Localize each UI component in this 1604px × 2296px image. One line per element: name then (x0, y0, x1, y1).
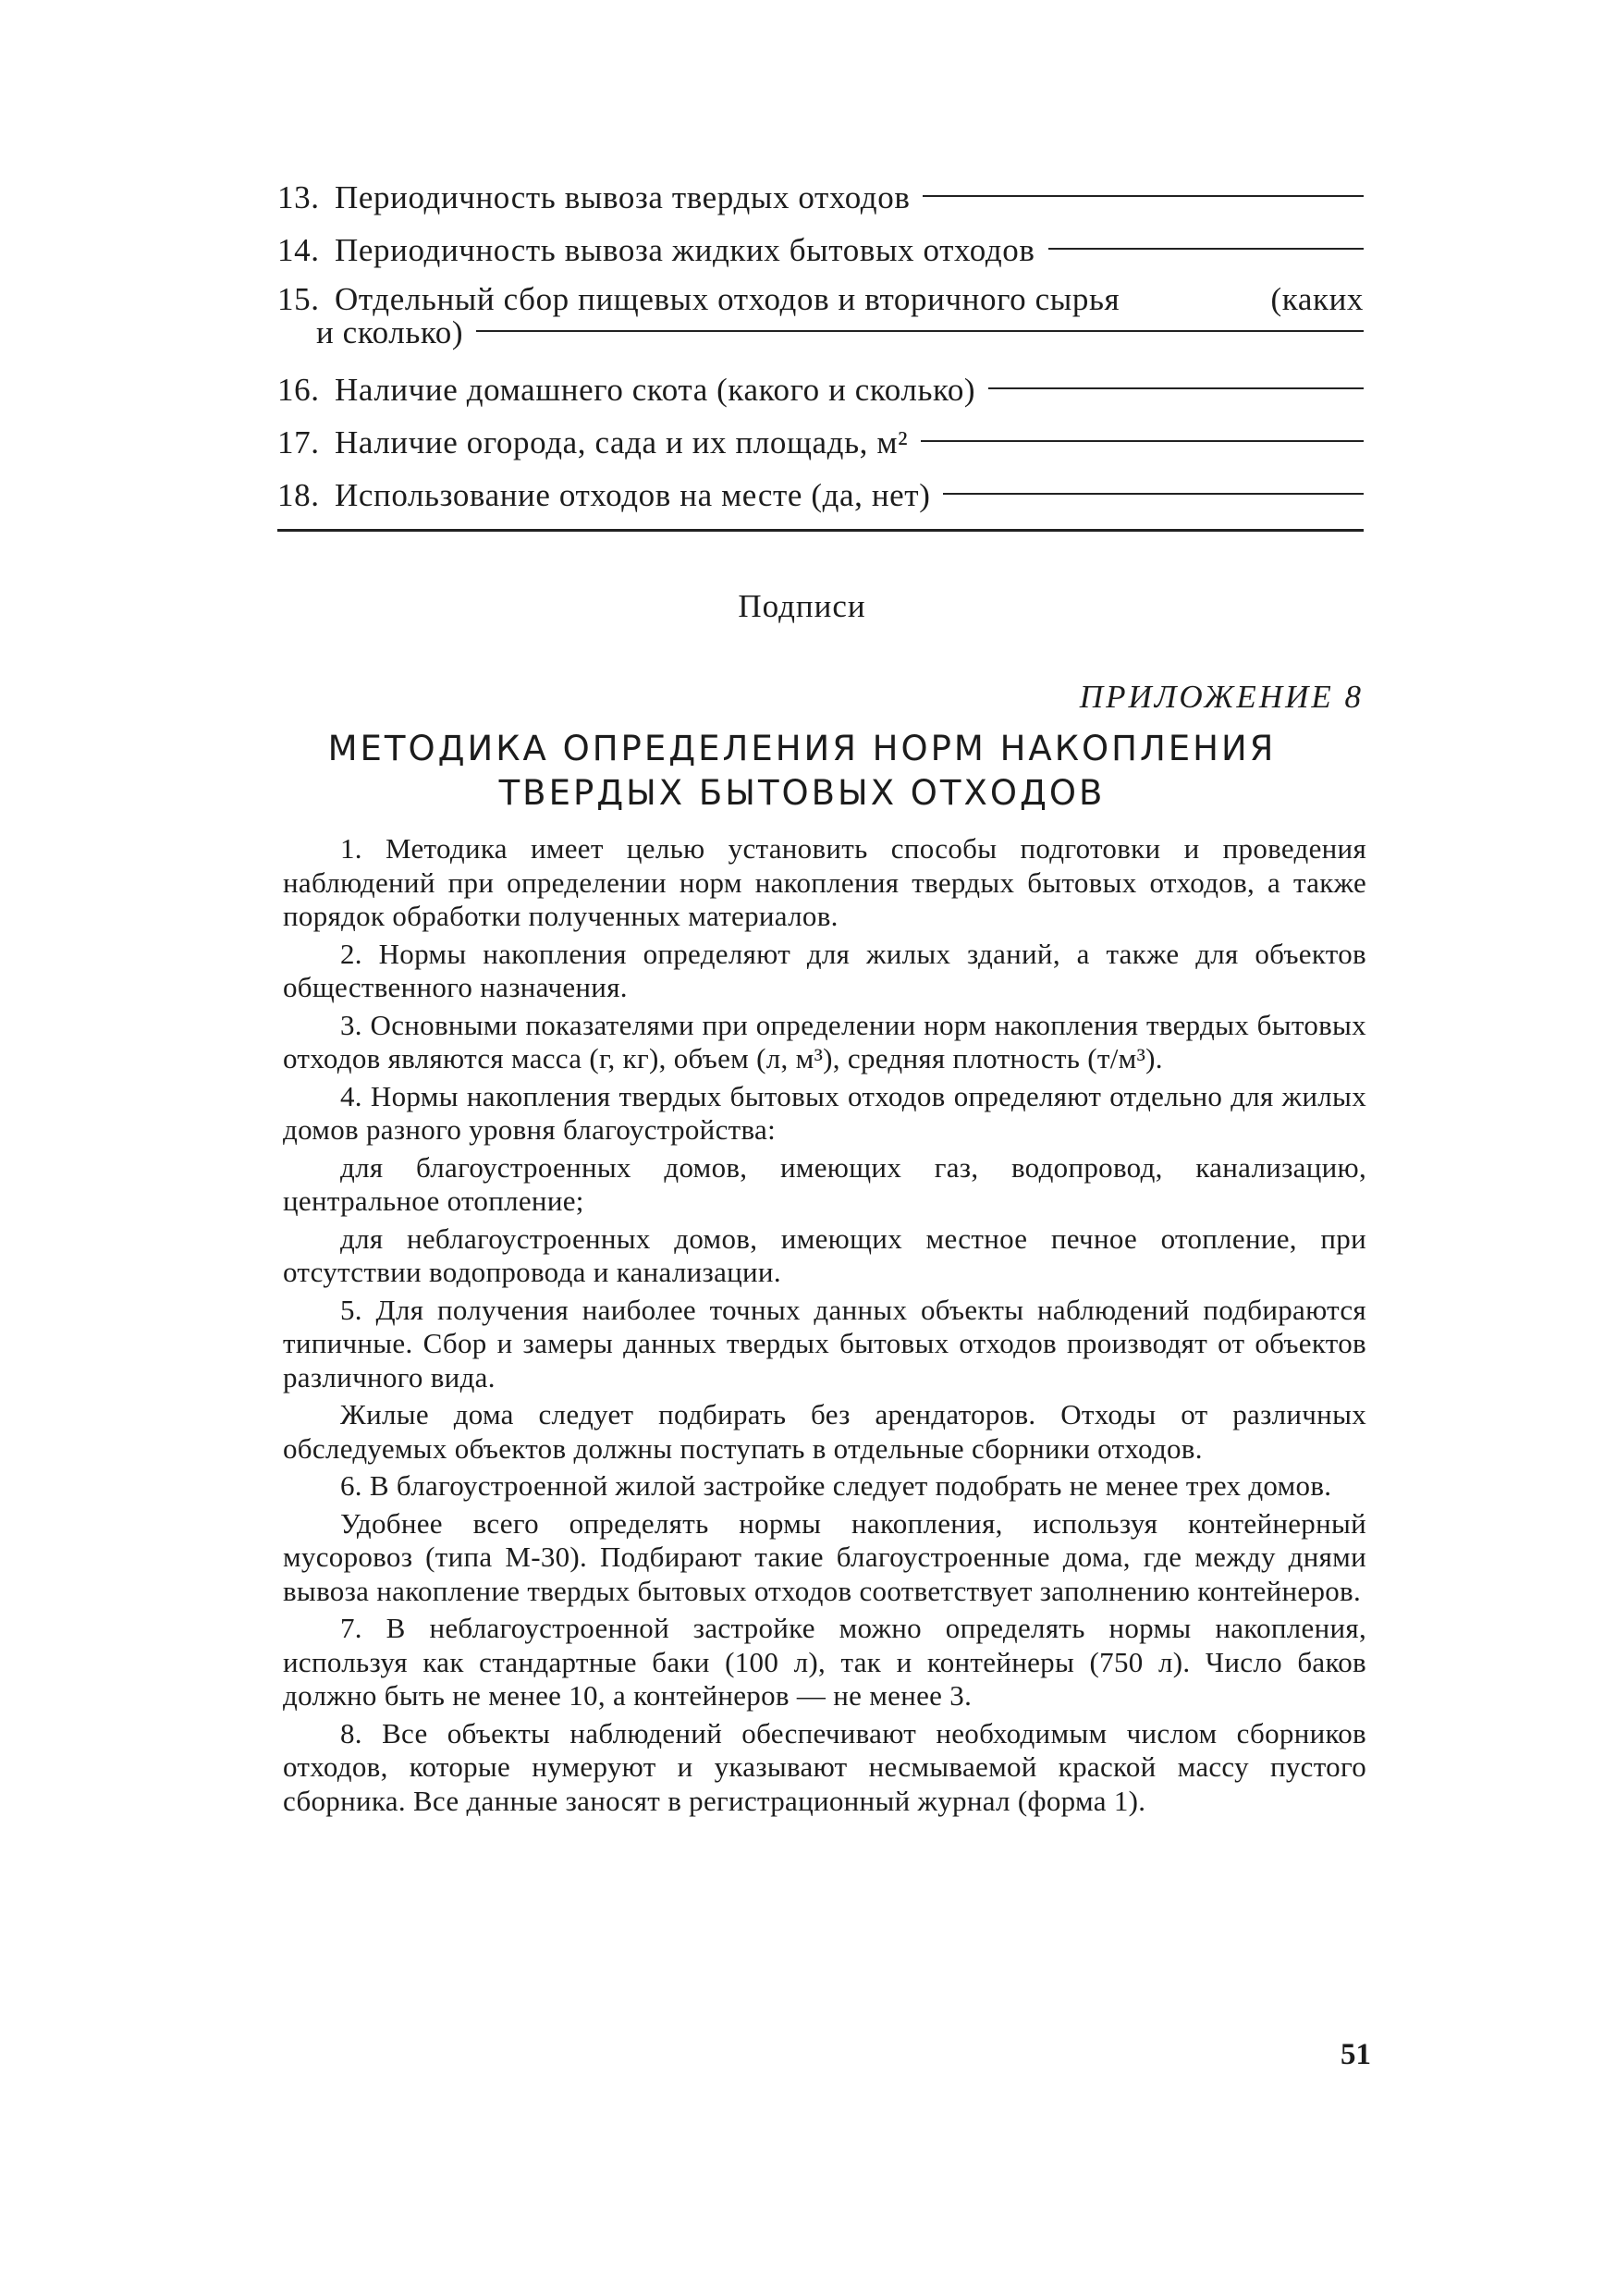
form-item-18 (277, 475, 1364, 528)
paragraph-1: 1. Методика имеет целью установить способы подготовки и проведения наблюдений при определении норм накопления твердых бытовых отходов, а также порядок обработки полученных материалов. (283, 832, 1366, 932)
form-item-14 (277, 230, 1364, 283)
item-number: 17. (277, 424, 320, 460)
paragraph-7: 7. В неблагоустроенной застройке можно определять нормы накопления, используя как стандартные баки (100 л), так и контейнеры (750 л). Число баков должно быть не менее 10, а контейнеров — не менее 3. (283, 1612, 1366, 1712)
paragraph-4a: для благоустроенных домов, имеющих газ, водопровод, канализацию, центральное отопление; (283, 1150, 1366, 1217)
questionnaire-list (277, 178, 1364, 528)
paragraph-5: 5. Для получения наиболее точных данных объекты наблюдений подбираются типичные. Сбор и замеры данных твердых бытовых отходов производят от объектов различного вида. (283, 1293, 1366, 1394)
item-number: 16. (277, 372, 320, 408)
item-number: 15. (277, 281, 320, 317)
item-text: Периодичность вывоза твердых отходов (335, 179, 911, 215)
form-item-13 (277, 178, 1364, 230)
item-text-line1: Отдельный сбор пищевых отходов и вторичного сырья (335, 281, 1120, 317)
item-number: 18. (277, 477, 320, 513)
form-item-15 (277, 283, 1364, 370)
fill-line (988, 387, 1364, 389)
item-number: 13. (277, 179, 320, 215)
item-text: Наличие домашнего скота (какого и сколько) (335, 372, 976, 408)
form-item-16 (277, 370, 1364, 423)
item-text: Периодичность вывоза жидких бытовых отходов (335, 232, 1035, 268)
paragraph-3: 3. Основными показателями при определении норм накопления твердых бытовых отходов являются масса (г, кг), объем (л, м³), средняя плотность (т/м³). (283, 1008, 1366, 1074)
item-text-line1-end: (каких (1270, 281, 1364, 317)
title-line-1: МЕТОДИКА ОПРЕДЕЛЕНИЯ НОРМ НАКОПЛЕНИЯ (327, 729, 1277, 768)
fill-line (921, 440, 1364, 442)
paragraph-4: 4. Нормы накопления твердых бытовых отходов определяют отдельно для жилых домов разного уровня благоустройства: (283, 1079, 1366, 1146)
section-title (0, 727, 1604, 816)
item-text-line2: и сколько) (316, 314, 464, 350)
signatures-label: Подписи (738, 588, 866, 624)
form-item-17 (277, 423, 1364, 475)
body-text (283, 832, 1366, 1822)
form-end-rule (277, 529, 1364, 532)
page-number: 51 (1341, 2038, 1371, 2071)
item-text: Наличие огорода, сада и их площадь, м² (335, 424, 909, 460)
paragraph-4b: для неблагоустроенных домов, имеющих местное печное отопление, при отсутствии водопровода и канализации. (283, 1222, 1366, 1288)
paragraph-8: 8. Все объекты наблюдений обеспечивают необходимым числом сборников отходов, которые нумеруют и указывают несмываемой краской массу пустого сборника. Все данные заносят в регистрационный журнал (форма 1). (283, 1716, 1366, 1817)
fill-line (1048, 248, 1364, 250)
paragraph-6: 6. В благоустроенной жилой застройке следует подобрать не менее трех домов. (340, 1469, 1332, 1502)
paragraph-2: 2. Нормы накопления определяют для жилых зданий, а также для объектов общественного назначения. (283, 937, 1366, 1003)
paragraph-6a: Удобнее всего определять нормы накопления, используя контейнерный мусоровоз (типа М-30). Подбирают такие благоустроенные дома, где между днями вывоза накопление твердых бытовых отходов соответствует заполнению контейнеров. (283, 1506, 1366, 1607)
fill-line (923, 195, 1364, 197)
fill-line (476, 330, 1364, 332)
paragraph-5a: Жилые дома следует подбирать без арендаторов. Отходы от различных обследуемых объектов должны поступать в отдельные сборники отходов. (283, 1398, 1366, 1465)
item-number: 14. (277, 232, 320, 268)
item-text: Использование отходов на месте (да, нет) (335, 477, 931, 513)
fill-line (943, 493, 1364, 495)
title-line-2: ТВЕРДЫХ БЫТОВЫХ ОТХОДОВ (498, 773, 1106, 813)
appendix-label: ПРИЛОЖЕНИЕ 8 (1079, 679, 1364, 715)
